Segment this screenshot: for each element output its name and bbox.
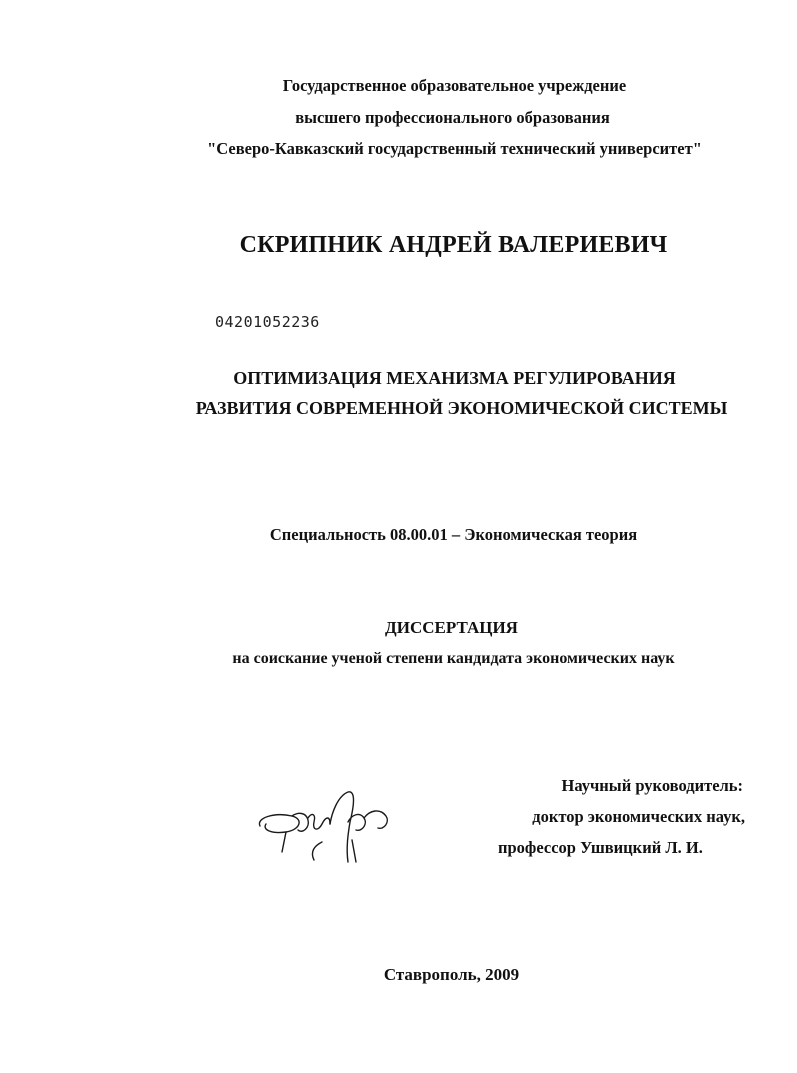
institution-line-2: высшего профессионального образования xyxy=(295,108,610,127)
signature-icon xyxy=(252,782,402,872)
supervisor-degree: доктор экономических наук, xyxy=(532,807,745,826)
city-year: Ставрополь, 2009 xyxy=(383,965,520,984)
institution-line-3: "Северо-Кавказский государственный технический университет" xyxy=(207,139,702,158)
registration-code: 04201052236 xyxy=(215,313,320,331)
thesis-title-line-1: ОПТИМИЗАЦИЯ МЕХАНИЗМА РЕГУЛИРОВАНИЯ xyxy=(233,368,676,388)
specialty: Специальность 08.00.01 – Экономическая теория xyxy=(269,525,638,544)
thesis-title-line-2: РАЗВИТИЯ СОВРЕМЕННОЙ ЭКОНОМИЧЕСКОЙ СИСТЕМЫ xyxy=(195,398,728,418)
supervisor-label: Научный руководитель: xyxy=(561,776,743,795)
document-subtitle: на соискание ученой степени кандидата экономических наук xyxy=(232,650,675,667)
institution-line-1: Государственное образовательное учреждение xyxy=(282,76,627,95)
supervisor-name: профессор Ушвицкий Л. И. xyxy=(498,838,703,857)
document-type: ДИССЕРТАЦИЯ xyxy=(385,618,518,637)
author-name: СКРИПНИК АНДРЕЙ ВАЛЕРИЕВИЧ xyxy=(239,232,668,258)
